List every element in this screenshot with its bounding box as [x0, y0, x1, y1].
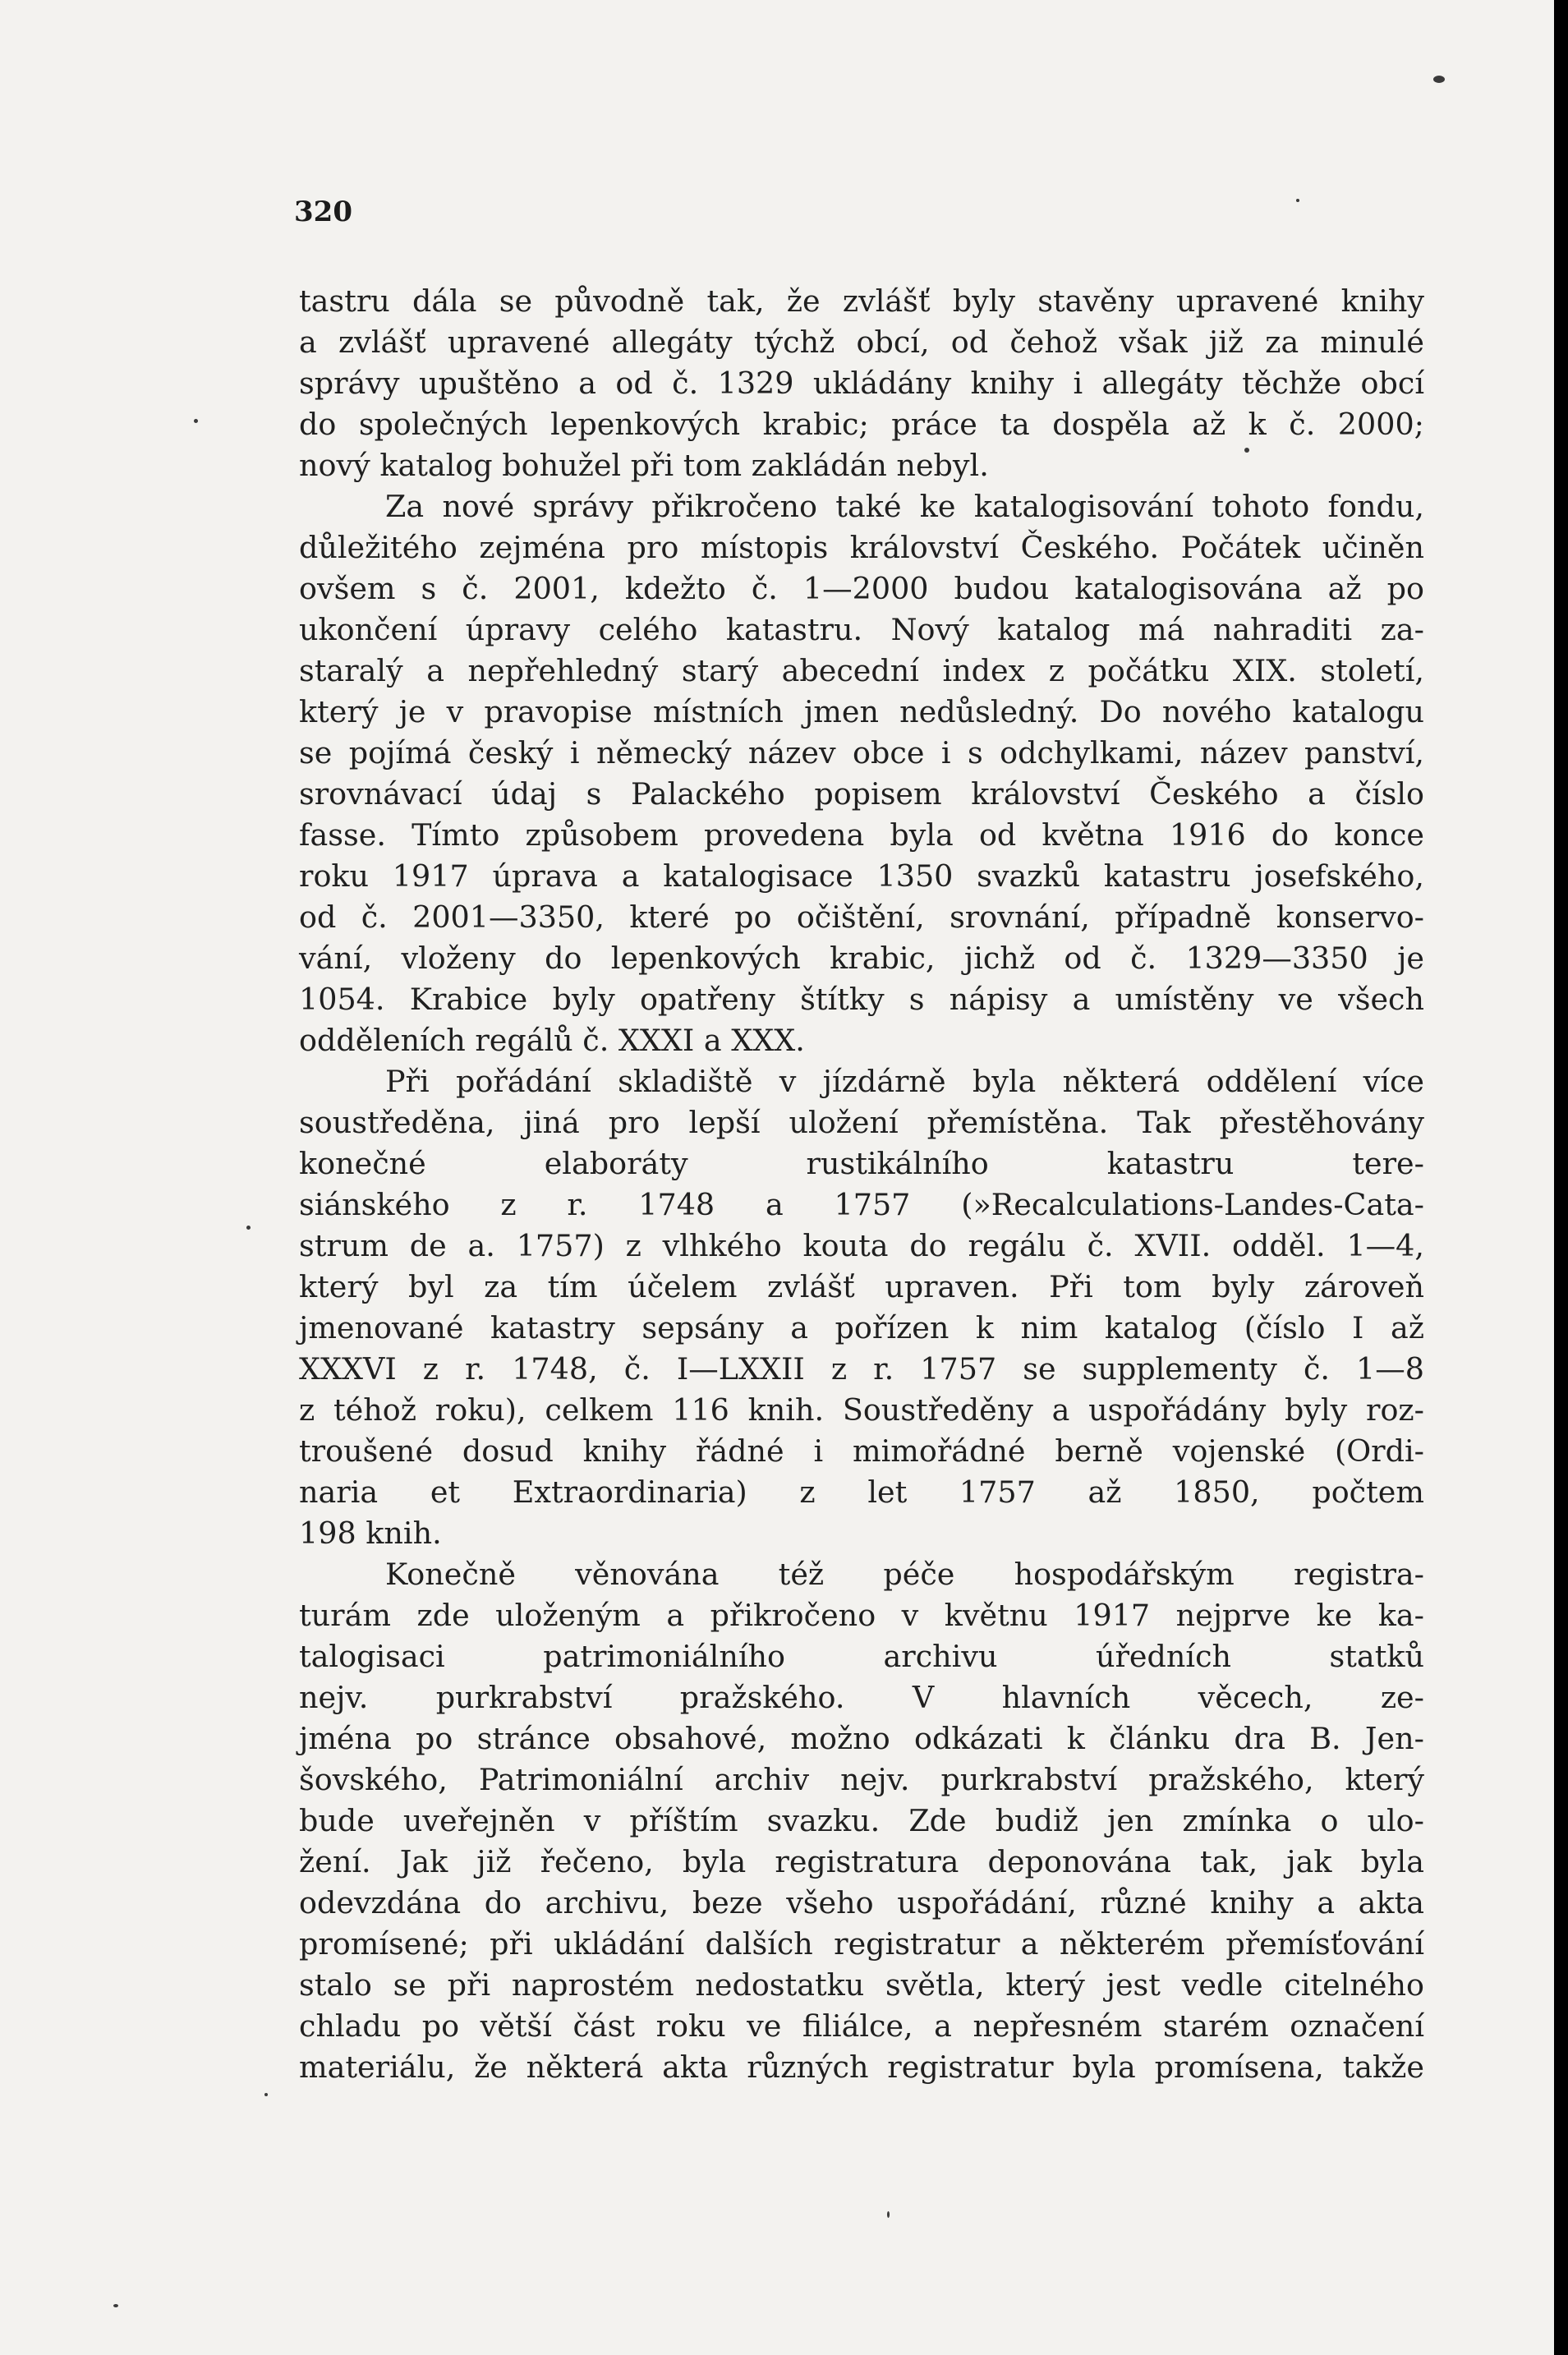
text-line: bude uveřejněn v příštím svazku. Zde budiž jen zmínka o ulo-: [299, 1803, 1424, 1838]
text-line: ukončení úpravy celého katastru. Nový katalog má nahraditi za-: [299, 612, 1424, 647]
text-line: strum de a. 1757) z vlhkého kouta do regálu č. XVII. odděl. 1—4,: [299, 1228, 1424, 1263]
scan-speck: [113, 2304, 118, 2307]
text-line: vání, vloženy do lepenkových krabic, jichž od č. 1329—3350 je: [299, 941, 1424, 976]
text-line: siánského z r. 1748 a 1757 (»Recalculations-Landes-Cata-: [299, 1187, 1424, 1222]
paragraph-2: [299, 486, 1424, 1061]
body-text: [299, 281, 1424, 2088]
text-line: od č. 2001—3350, které po očištění, srovnání, případně konservo-: [299, 899, 1424, 935]
text-line: odděleních regálů č. XXXI a XXX.: [299, 1023, 805, 1058]
scan-speck: [264, 2093, 268, 2096]
text-line: Konečně věnována též péče hospodářským registra-: [385, 1557, 1424, 1592]
text-line: odevzdána do archivu, beze všeho uspořádání, různé knihy a akta: [299, 1885, 1424, 1920]
text-line: nejv. purkrabství pražského. V hlavních věcech, ze-: [299, 1680, 1424, 1715]
text-line: materiálu, že některá akta různých registratur byla promísena, takže: [299, 2049, 1424, 2085]
scan-speck: [194, 419, 198, 423]
text-line: jména po stránce obsahové, možno odkázati k článku dra B. Jen-: [299, 1721, 1424, 1756]
text-line: se pojímá český i německý název obce i s odchylkami, název panství,: [299, 735, 1424, 770]
text-line: roku 1917 úprava a katalogisace 1350 svazků katastru josefského,: [299, 858, 1424, 894]
paragraph-4: [299, 1554, 1424, 2088]
text-line: který byl za tím účelem zvlášť upraven. Při tom byly zároveň: [299, 1269, 1424, 1304]
text-line: Při pořádání skladiště v jízdárně byla některá oddělení více: [385, 1064, 1424, 1099]
text-line: jmenované katastry sepsány a pořízen k nim katalog (číslo I až: [299, 1310, 1424, 1345]
text-line: a zvlášť upravené allegáty týchž obcí, od čehož však již za minulé: [299, 324, 1424, 360]
text-line: stalo se při naprostém nedostatku světla, který jest vedle citelného: [299, 1967, 1424, 2003]
text-line: správy upuštěno a od č. 1329 ukládány knihy i allegáty těchže obcí: [299, 366, 1424, 401]
text-line: naria et Extraordinaria) z let 1757 až 1850, počtem: [299, 1474, 1424, 1510]
text-line: fasse. Tímto způsobem provedena byla od května 1916 do konce: [299, 817, 1424, 853]
scan-speck: [246, 1226, 251, 1230]
text-line: žení. Jak již řečeno, byla registratura deponována tak, jak byla: [299, 1844, 1424, 1879]
text-line: srovnávací údaj s Palackého popisem království Českého a číslo: [299, 776, 1424, 812]
text-line: talogisaci patrimoniálního archivu úředních statků: [299, 1639, 1424, 1674]
text-line: důležitého zejména pro místopis království Českého. Počátek učiněn: [299, 530, 1424, 565]
paragraph-3: [299, 1061, 1424, 1554]
text-line: chladu po větší část roku ve filiálce, a nepřesném starém označení: [299, 2008, 1424, 2044]
text-line: troušené dosud knihy řádné i mimořádné berně vojenské (Ordi-: [299, 1433, 1424, 1469]
scan-speck: [1433, 76, 1445, 83]
text-line: ovšem s č. 2001, kdežto č. 1—2000 budou katalogisována až po: [299, 571, 1424, 606]
page-number: 320: [294, 195, 352, 228]
text-line: 198 knih.: [299, 1516, 442, 1551]
text-line: konečné elaboráty rustikálního katastru tere-: [299, 1146, 1424, 1181]
text-line: do společných lepenkových krabic; práce ta dospěla až k č. 2000;: [299, 407, 1424, 442]
scan-speck: [887, 2211, 890, 2218]
text-line: promísené; při ukládání dalších registratur a některém přemísťování: [299, 1926, 1424, 1962]
text-line: šovského, Patrimoniální archiv nejv. purkrabství pražského, který: [299, 1762, 1424, 1797]
text-line: turám zde uloženým a přikročeno v květnu 1917 nejprve ke ka-: [299, 1598, 1424, 1633]
text-line: XXXVI z r. 1748, č. I—LXXII z r. 1757 se supplementy č. 1—8: [299, 1351, 1424, 1387]
text-line: 1054. Krabice byly opatřeny štítky s nápisy a umístěny ve všech: [299, 982, 1424, 1017]
text-line: soustředěna, jiná pro lepší uložení přemístěna. Tak přestěhovány: [299, 1105, 1424, 1140]
text-line: tastru dála se původně tak, že zvlášť byly stavěny upravené knihy: [299, 283, 1424, 319]
scan-border: [1554, 0, 1568, 2355]
text-line: staralý a nepřehledný starý abecední index z počátku XIX. století,: [299, 653, 1424, 688]
text-line: Za nové správy přikročeno také ke katalogisování tohoto fondu,: [385, 489, 1424, 524]
text-line: z téhož roku), celkem 116 knih. Soustředěny a uspořádány byly roz-: [299, 1392, 1424, 1428]
text-line: nový katalog bohužel při tom zakládán nebyl.: [299, 448, 989, 483]
scan-speck: [1296, 199, 1299, 202]
paragraph-1: [299, 281, 1424, 486]
text-line: který je v pravopise místních jmen nedůsledný. Do nového katalogu: [299, 694, 1424, 729]
